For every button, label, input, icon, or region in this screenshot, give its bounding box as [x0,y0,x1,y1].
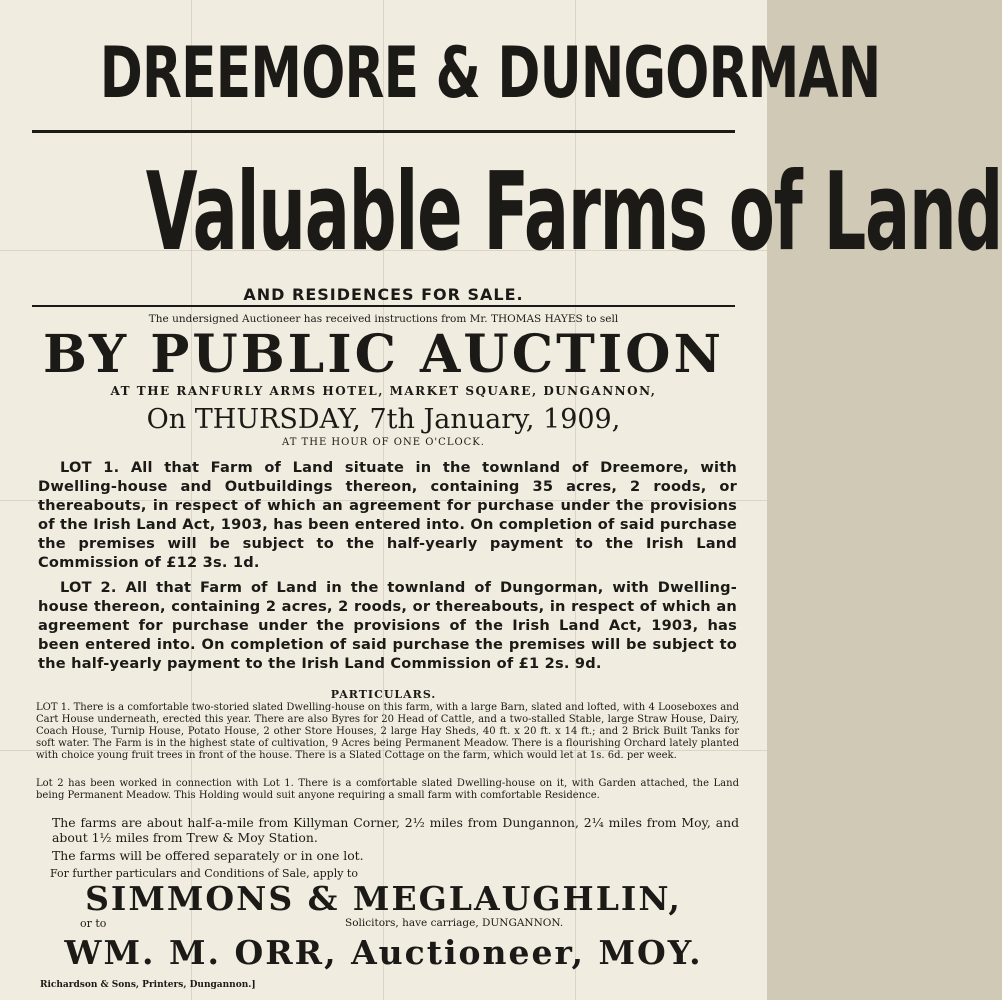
or-to-label: or to [80,917,107,930]
hour-line: AT THE HOUR OF ONE O'CLOCK. [282,437,485,448]
offer-note: The farms will be offered separately or in one lot. [52,848,364,863]
particulars-lot-2: Lot 2 has been worked in connection with Lot 1. There is a comfortable slated Dwelling-house on it, with Garden attached, the Land being Permanent Meadow. This Holding would suit anyone requiring a small farm with comfortable Residence. [36,778,739,801]
auction-title: BY PUBLIC AUCTION [43,324,724,385]
lot-2-description: LOT 2. All that Farm of Land in the townland of Dungorman, with Dwelling-house thereon, containing 2 acres, 2 roods, or thereabouts, in respect of which an agreement for purchase under the provisions of the Irish Land Act, 1903, has been entered into. On completion of said purchase the premises will be subject to the half-yearly payment to the Irish Land Commission of £1 2s. 9d. [38,579,737,672]
auctioneer-name: WM. M. ORR, Auctioneer, MOY. [64,933,703,972]
venue-line: AT THE RANFURLY ARMS HOTEL, MARKET SQUARE, DUNGANNON, [110,384,657,398]
date-line: On THURSDAY, 7th January, 1909, [146,404,621,435]
solicitors-name: SIMMONS & MEGLAUGHLIN, [85,879,682,918]
lot-1-description: LOT 1. All that Farm of Land situate in the townland of Dreemore, with Dwelling-house and Outbuildings thereon, containing 35 acres, 2 roods, or thereabouts, in respect of which an agreement for purchase under the provisions of the Irish Land Act, 1903, has been entered into. On completion of said purchase the premises will be subject to the half-yearly payment to the Irish Land Commission of £12 3s. 1d. [38,459,737,571]
apply-note: For further particulars and Conditions of Sale, apply to [50,867,358,880]
heading-main: Valuable Farms of Land [145,150,1002,275]
particulars-lot-1: LOT 1. There is a comfortable two-storied slated Dwelling-house on this farm, with a large Barn, slated and lofted, with 4 Looseboxes and Cart House underneath, erected this year. There are also Byres for 20 Head of Cattle, and a two-stalled Stable, large Straw House, Dairy, Coach House, Turnip House, Potato House, 2 other Store Houses, 2 large Hay Sheds, 40 ft. x 20 ft. x 14 ft.; and 2 Brick Built Tanks for soft water. The Farm is in the highest state of cultivation, 9 Acres being Permanent Meadow. There is a flourishing Orchard lately planted with choice young fruit trees in front of the house. There is a Slated Cottage on the farm, which would let at 1s. 6d. per week. [36,702,739,761]
solicitors-note: Solicitors, have carriage, DUNGANNON. [345,917,564,929]
distance-note: The farms are about half-a-mile from Killyman Corner, 2½ miles from Dungannon, 2¼ miles from Moy, and about 1½ miles from Trew & Moy Station. [52,815,739,845]
divider [32,130,735,133]
printer-credit: Richardson & Sons, Printers, Dungannon.] [40,980,256,990]
particulars-heading: PARTICULARS. [330,688,437,701]
heading-place: DREEMORE & DUNGORMAN [99,32,881,114]
divider [32,305,735,307]
instruction-line: The undersigned Auctioneer has received instructions from Mr. THOMAS HAYES to sell [148,313,619,325]
heading-sub: AND RESIDENCES FOR SALE. [243,285,524,304]
